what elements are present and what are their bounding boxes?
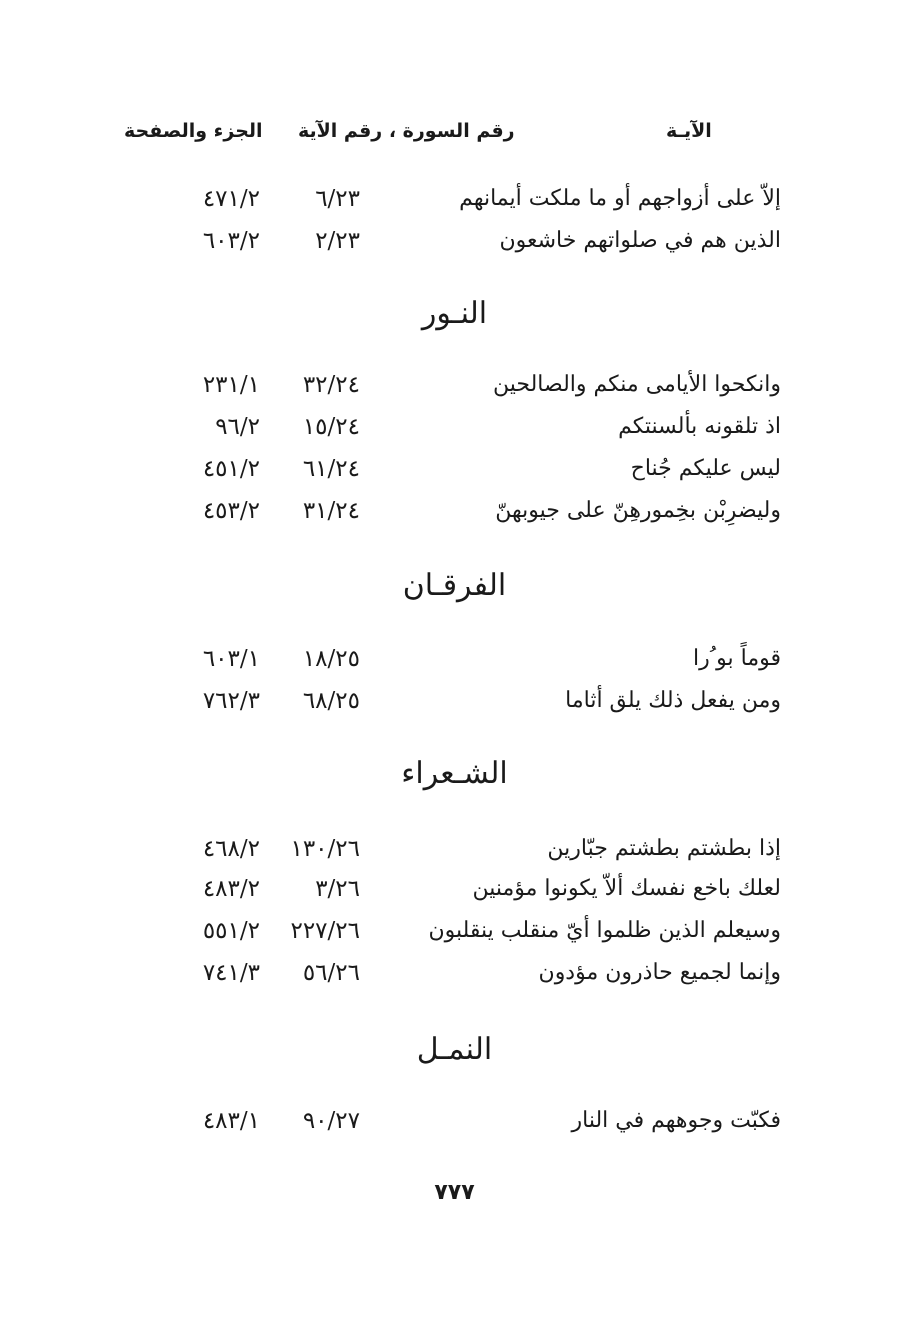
column-header-volume-page: الجزء والصفحة (124, 120, 263, 142)
volume-page-ref: ٢٣١/١ (202, 372, 260, 398)
verse-text: إلاّ على أزواجهم أو ما ملكت أيمانهم (459, 186, 781, 211)
verse-text: إذا بطشتم بطشتم جبّارين (547, 836, 781, 861)
surah-verse-ref: ٥٦/٢٦ (302, 960, 360, 986)
surah-verse-ref: ٩٠/٢٧ (302, 1108, 360, 1134)
verse-text: ليس عليكم جُناح (630, 456, 781, 481)
volume-page-ref: ٤٥١/٢ (202, 456, 260, 482)
surah-heading: النمـل (416, 1032, 493, 1067)
volume-page-ref: ٧٤١/٣ (202, 960, 260, 986)
volume-page-ref: ٧٦٢/٣ (202, 688, 260, 714)
verse-text: فكبّت وجوههم في النار (571, 1108, 781, 1133)
surah-verse-ref: ١٣٠/٢٦ (290, 836, 360, 862)
surah-verse-ref: ٦٨/٢٥ (302, 688, 360, 714)
column-header-verse: الآيـة (666, 120, 712, 142)
surah-verse-ref: ٢٢٧/٢٦ (290, 918, 360, 944)
surah-verse-ref: ٢/٢٣ (315, 228, 360, 254)
surah-verse-ref: ٣/٢٦ (315, 876, 360, 902)
surah-verse-ref: ٣١/٢٤ (302, 498, 360, 524)
verse-text: اذ تلقونه بألسنتكم (618, 414, 781, 439)
volume-page-ref: ٤٨٣/٢ (202, 876, 260, 902)
surah-heading: الشـعراء (401, 756, 508, 791)
volume-page-ref: ٩٦/٢ (215, 414, 260, 440)
index-row (0, 372, 909, 406)
verse-text: وسيعلم الذين ظلموا أيّ منقلب ينقلبون (428, 918, 781, 943)
index-row (0, 918, 909, 952)
verse-text: وانكحوا الأيامى منكم والصالحين (493, 372, 781, 397)
index-row (0, 960, 909, 994)
index-row (0, 186, 909, 220)
verse-text: وإنما لجميع حاذرون مؤدون (538, 960, 781, 985)
verse-text: قوماً بو ُرا (692, 646, 781, 671)
index-row (0, 836, 909, 870)
surah-verse-ref: ٣٢/٢٤ (302, 372, 360, 398)
verse-text: وليضرِبْن بخِمورهِنّ على جيوبهنّ (495, 498, 781, 523)
volume-page-ref: ٤٧١/٢ (202, 186, 260, 212)
volume-page-ref: ٥٥١/٢ (202, 918, 260, 944)
surah-heading: النـور (421, 296, 488, 331)
volume-page-ref: ٤٦٨/٢ (202, 836, 260, 862)
index-row (0, 876, 909, 910)
page-number: ٧٧٧ (434, 1180, 475, 1205)
volume-page-ref: ٦٠٣/١ (202, 646, 260, 672)
surah-verse-ref: ١٨/٢٥ (302, 646, 360, 672)
index-row (0, 688, 909, 722)
verse-text: ومن يفعل ذلك يلق أثاما (565, 688, 781, 713)
volume-page-ref: ٦٠٣/٢ (202, 228, 260, 254)
index-row (0, 456, 909, 490)
surah-verse-ref: ٦١/٢٤ (302, 456, 360, 482)
index-row (0, 646, 909, 680)
surah-verse-ref: ٦/٢٣ (315, 186, 360, 212)
index-row (0, 1108, 909, 1142)
volume-page-ref: ٤٨٣/١ (202, 1108, 260, 1134)
surah-verse-ref: ١٥/٢٤ (302, 414, 360, 440)
index-row (0, 228, 909, 262)
column-header-surah-verse-number: رقم السورة ، رقم الآية (298, 120, 515, 142)
index-row (0, 414, 909, 448)
index-row (0, 498, 909, 532)
surah-heading: الفرقـان (402, 568, 507, 603)
verse-text: لعلك باخع نفسك ألاّ يكونوا مؤمنين (472, 876, 781, 901)
verse-text: الذين هم في صلواتهم خاشعون (499, 228, 781, 253)
volume-page-ref: ٤٥٣/٢ (202, 498, 260, 524)
